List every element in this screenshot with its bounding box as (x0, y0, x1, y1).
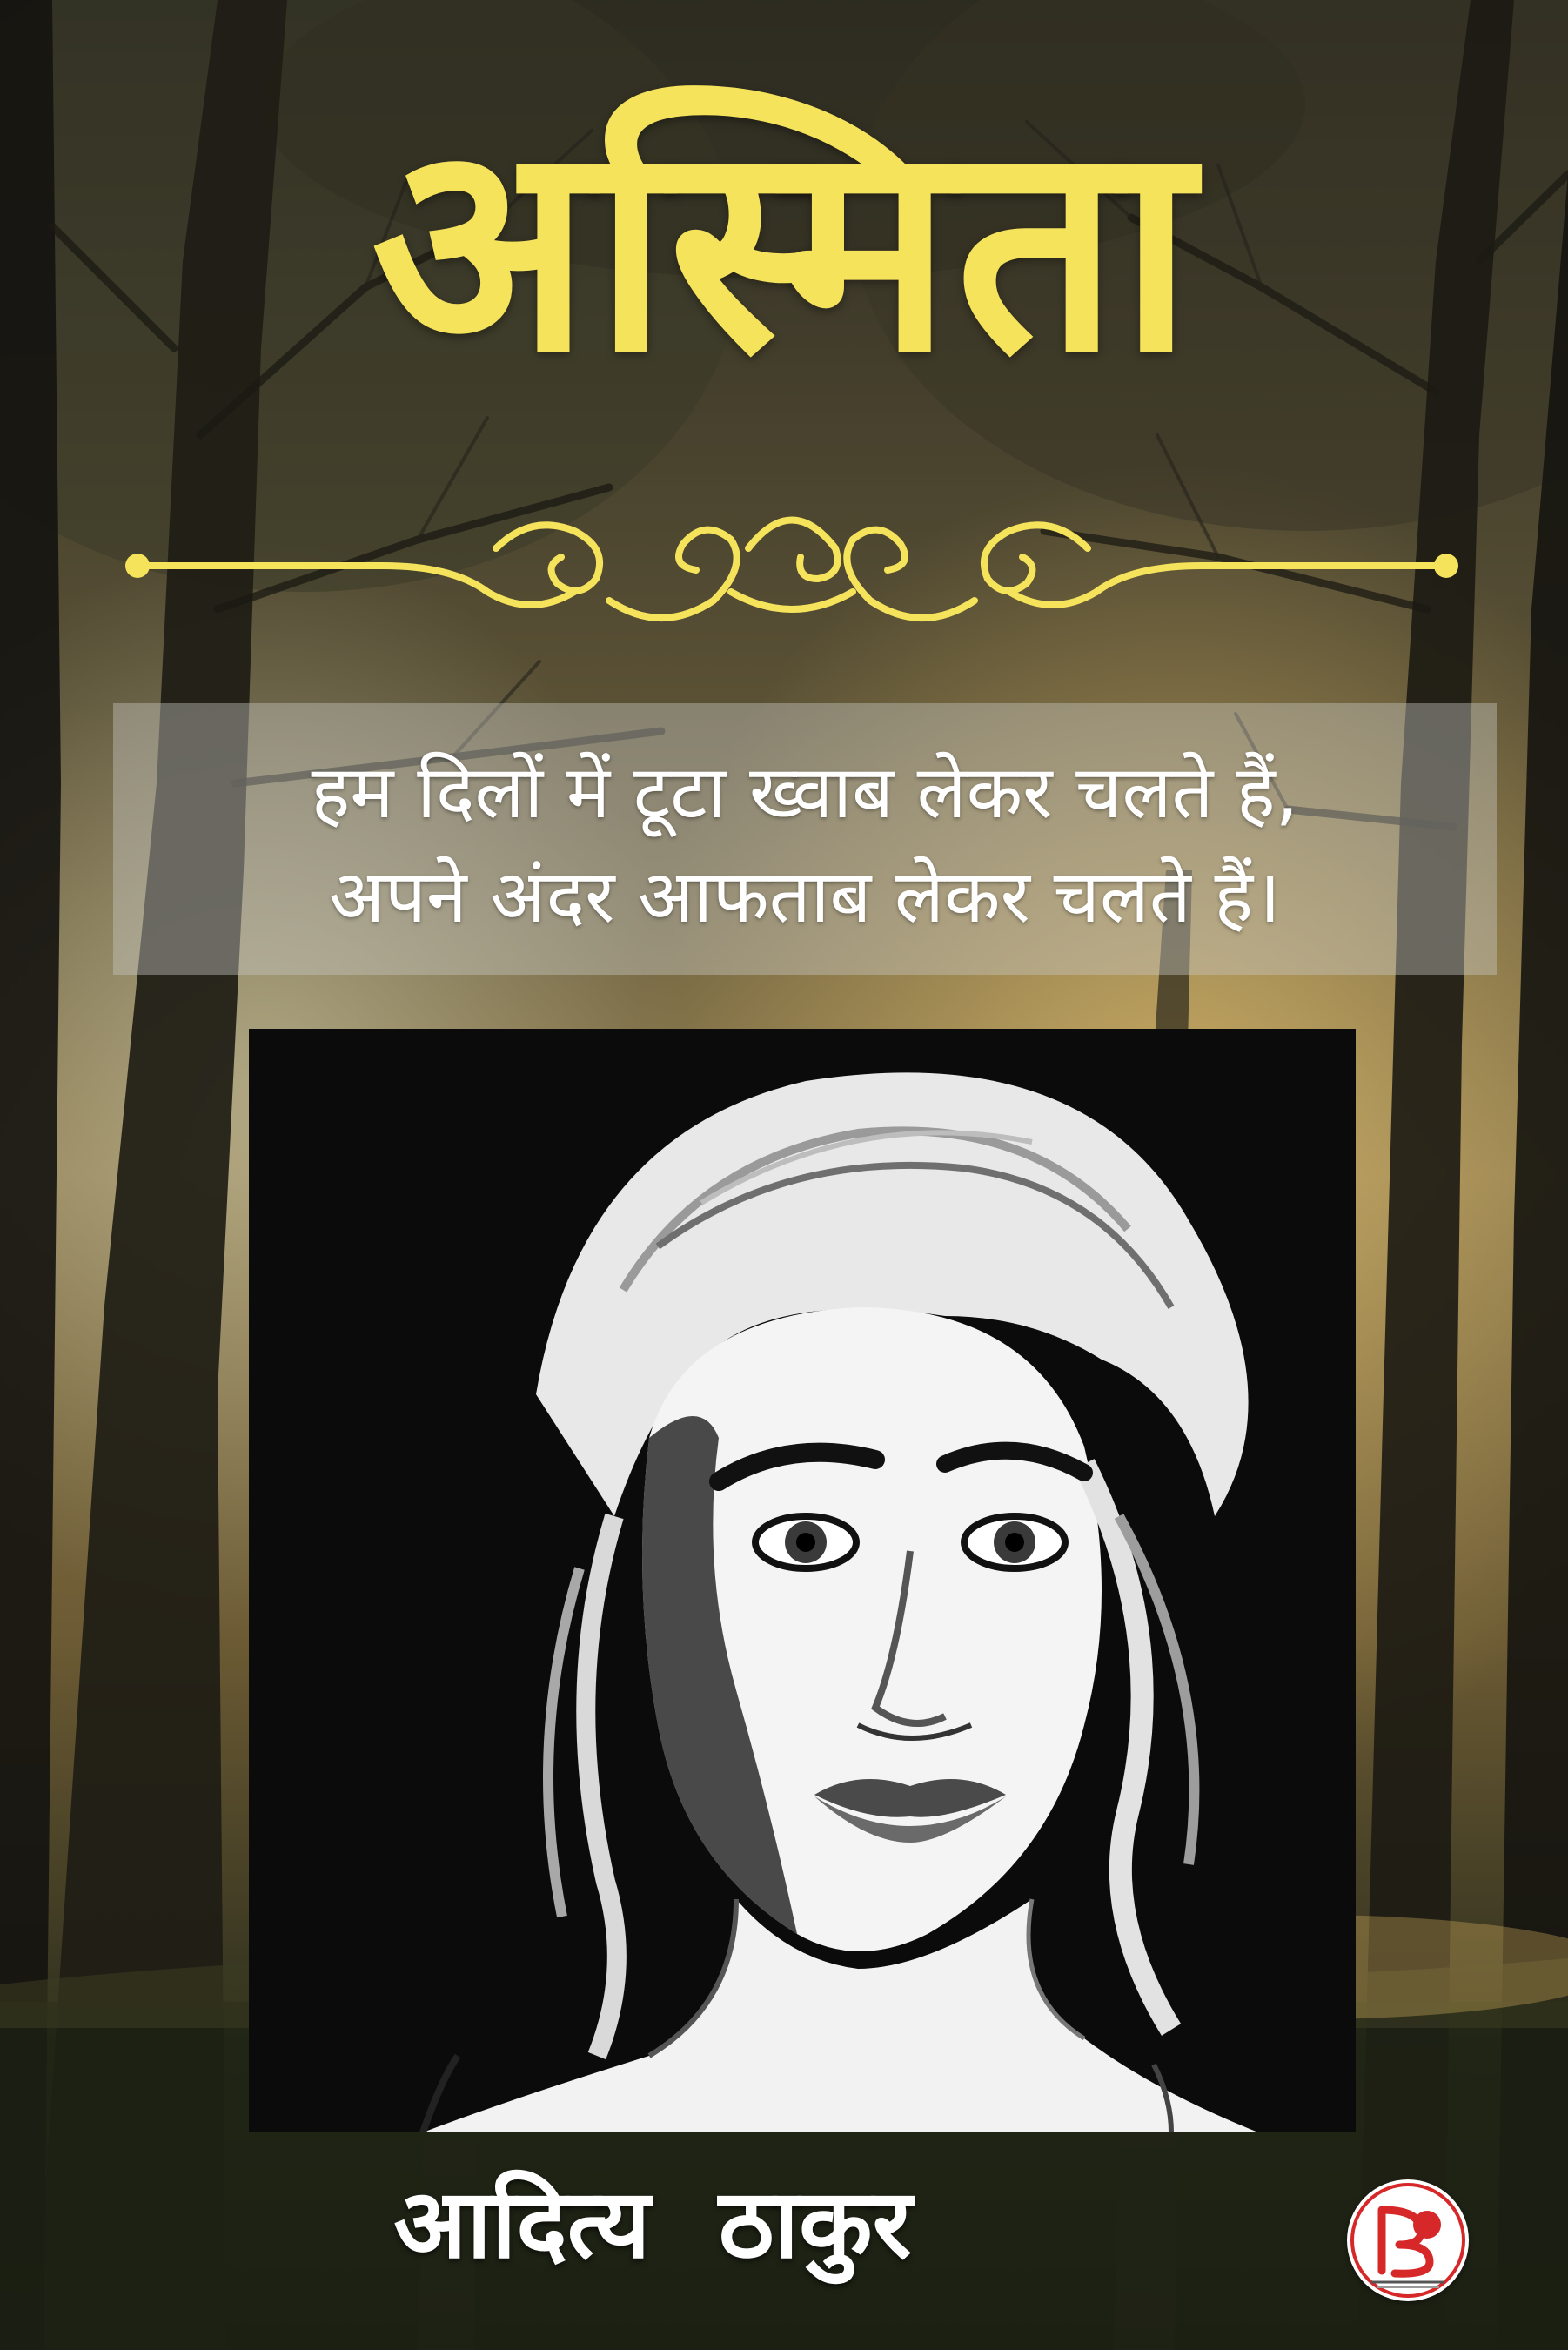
quote-box (113, 703, 1497, 975)
author-name: आदित्य ठाकुर (393, 2168, 912, 2280)
scroll-divider-ornament (122, 496, 1462, 635)
quote-line-1: हम दिलों में टूटा ख्वाब लेकर चलते हैं, (311, 749, 1299, 835)
woman-portrait-illustration (249, 1029, 1356, 2132)
publisher-logo-icon (1347, 2179, 1469, 2301)
quote-line-2: अपने अंदर आफताब लेकर चलते हैं। (329, 854, 1281, 939)
book-title: अस्मिता (371, 81, 1197, 415)
